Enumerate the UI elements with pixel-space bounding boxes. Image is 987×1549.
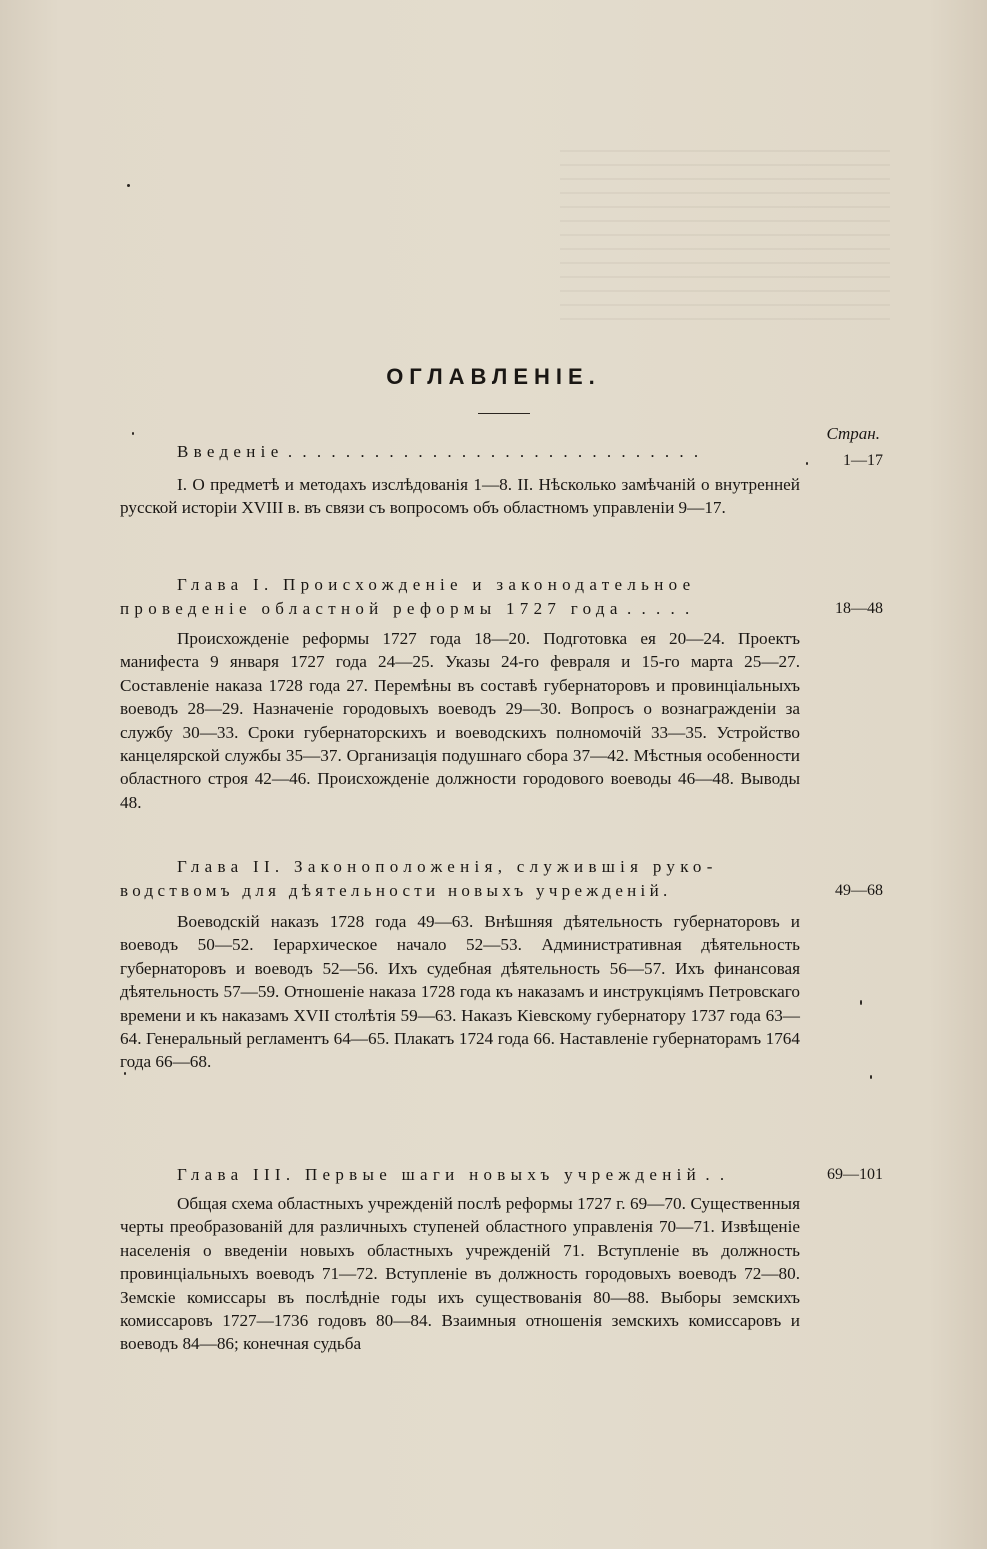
entry-description-text: Общая схема областныхъ учрежденій послѣ реформы 1727 г. 69—70. Существенныя черты преобразованій для различныхъ ступеней областного управленія 70—71. Извѣщеніе населенія о введеніи новыхъ областныхъ учрежденій 71. Вступленіе въ должность провинціальныхъ воеводъ 71—72. Вступленіе въ должность городовыхъ воеводъ 72—80. Земскіе комиссары въ послѣдніе годы ихъ существованія 80—88. Выборы земскихъ комиссаровъ 1727—1736 годовъ 80—84. Взаимныя отношенія земскихъ комиссаровъ и воеводъ 84—86; конечная судьба xyxy=(120,1194,800,1354)
bleed-through-texture xyxy=(560,150,890,330)
entry-title-line2: водствомъ для дѣятельности новыхъ учрежденій. xyxy=(120,881,672,900)
entry-pages: 1—17 xyxy=(843,452,883,469)
entry-description-text: I. О предметѣ и методахъ изслѣдованія 1—8. II. Нѣсколько замѣчаній о внутренней русской исторіи XVIII в. въ связи съ вопросомъ объ областномъ управленіи 9—17. xyxy=(120,475,800,518)
entry-description xyxy=(120,473,800,520)
toc-entry-title xyxy=(120,573,800,621)
entry-title-line1: Глава I. Происхожденіе и законодательное xyxy=(177,575,696,594)
entry-pages: 18—48 xyxy=(835,600,883,617)
entry-title-text: Глава III. Первые шаги новыхъ учрежденій xyxy=(177,1165,702,1184)
pages-column-header: Стран. xyxy=(826,424,880,443)
leader-dots: . . . . . xyxy=(626,599,693,618)
entry-description xyxy=(120,910,800,1074)
toc-entry-title xyxy=(120,855,800,903)
entry-pages: 49—68 xyxy=(835,882,883,899)
toc-entry-title xyxy=(120,1163,800,1187)
entry-pages: 69—101 xyxy=(827,1166,883,1183)
entry-title-line2: проведеніе областной реформы 1727 года xyxy=(120,599,623,618)
leader-dots: . . . . . . . . . . . . . . . . . . . . . . . . . . . . . xyxy=(287,442,702,461)
entry-description xyxy=(120,1192,800,1356)
entry-description xyxy=(120,627,800,814)
toc-entry-title xyxy=(120,440,800,464)
entry-description-text: Воеводскій наказъ 1728 года 49—63. Внѣшняя дѣятельность губернаторовъ и воеводъ 50—52. Іерархическое начало 52—53. Административная дѣятельность губернаторовъ и воеводъ 52—56. Ихъ судебная дѣятельность 56—57. Ихъ финансовая дѣятельность 57—59. Отношеніе наказа 1728 года къ наказамъ и инструкціямъ Петровскаго времени и къ наказамъ XVII столѣтія 59—63. Наказъ Кіевскому губернатору 1737 года 63—64. Генеральный регламентъ 64—65. Плакатъ 1724 года 66. Наставленіе губернаторамъ 1764 года 66—68. xyxy=(120,912,800,1072)
toc-heading: ОГЛАВЛЕНІЕ. xyxy=(386,364,601,389)
entry-title-line1: Глава II. Законоположенія, служившія руко- xyxy=(177,857,718,876)
entry-title-text: Введеніе xyxy=(177,442,284,461)
heading-rule xyxy=(478,413,530,414)
entry-description-text: Происхожденіе реформы 1727 года 18—20. Подготовка ея 20—24. Проектъ манифеста 9 января 1727 года 24—25. Указы 24-го февраля и 15-го марта 25—27. Составленіе наказа 1728 года 27. Перемѣны въ составѣ губернаторовъ и провинціальныхъ воеводъ 28—29. Назначеніе городовыхъ воеводъ 29—30. Вопросъ о вознагражденіи за службу 30—33. Сроки губернаторскихъ и воеводскихъ полномочій 33—35. Устройство канцелярской службы 35—37. Организація подушнаго сбора 37—42. Мѣстныя особенности областного строя 42—46. Происхожденіе должности городового воеводы 46—48. Выводы 48. xyxy=(120,629,800,812)
leader-dots: . . xyxy=(705,1165,728,1184)
